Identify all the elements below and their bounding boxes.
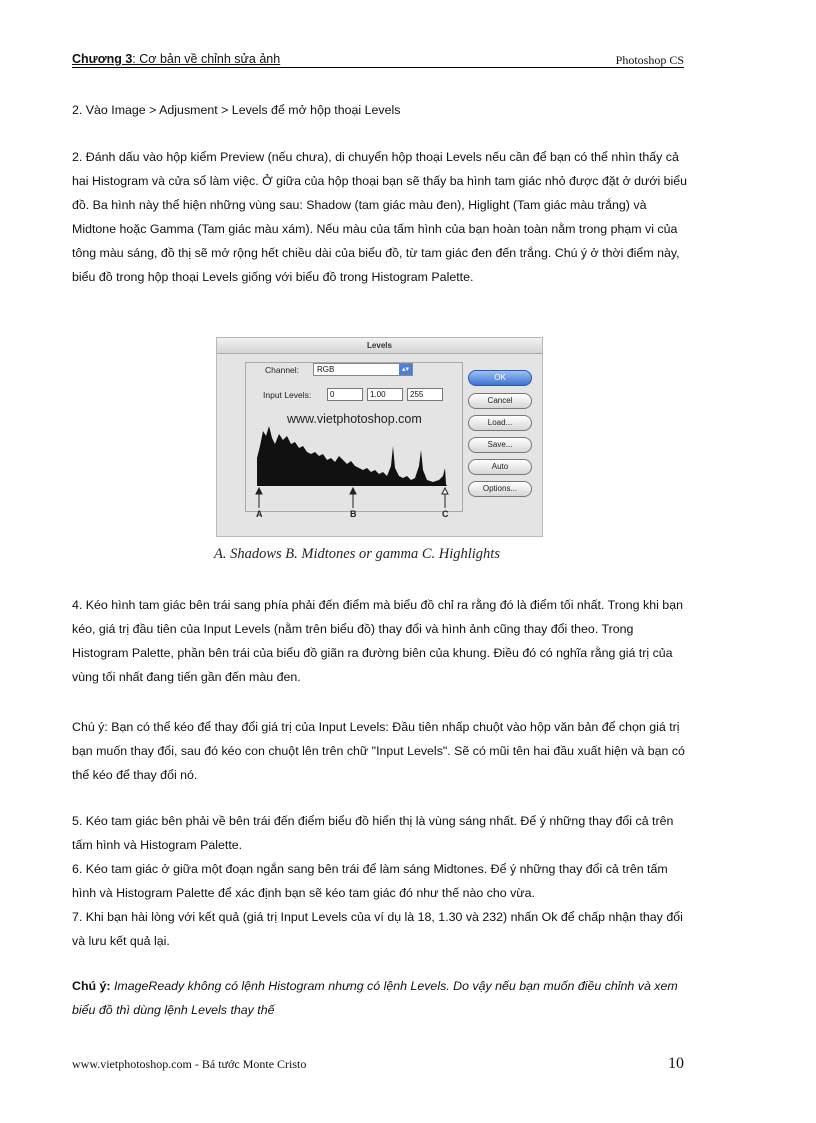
paragraph-step-preview bbox=[72, 145, 688, 289]
dialog-title: Levels bbox=[217, 338, 542, 354]
chapter-name: : Cơ bản về chỉnh sửa ảnh bbox=[132, 52, 281, 66]
paragraph-text: 2. Vào Image > Adjusment > Levels để mở hộp thoại Levels bbox=[72, 103, 401, 117]
up-arrow-icon bbox=[442, 488, 448, 494]
paragraph-steps-5-7 bbox=[72, 809, 688, 953]
watermark-text: www.vietphotoshop.com bbox=[287, 412, 422, 426]
options-button[interactable]: Options... bbox=[468, 481, 532, 497]
chevron-down-icon: ▴▾ bbox=[399, 364, 412, 375]
page-header bbox=[72, 52, 684, 68]
paragraph-step-5: 5. Kéo tam giác bên phải về bên trái đến điểm biểu đồ hiển thị là vùng sáng nhất. Để ý những thay đổi cả trên tấm hình và Histogram Palette. bbox=[72, 814, 674, 852]
marker-label-b: B bbox=[350, 509, 357, 519]
levels-dialog-figure bbox=[216, 337, 543, 537]
paragraph-text: 4. Kéo hình tam giác bên trái sang phía phải đến điểm mà biểu đồ chỉ ra rằng đó là điểm tối nhất. Trong khi bạn kéo, giá trị đầu tiên của Input Levels (nằm trên biểu đồ) thay đổi và hình ảnh cũng thay đổi theo. Trong Histogram Palette, phần bên trái của biểu đồ giãn ra đường biên của khung. Điều đó có nghĩa rằng giá trị của vùng tối nhất đang tiến gần đến màu đen. bbox=[72, 598, 683, 684]
input-level-shadow[interactable]: 0 bbox=[327, 388, 363, 401]
marker-label-a: A bbox=[256, 509, 263, 519]
paragraph-step-6: 6. Kéo tam giác ở giữa một đoạn ngắn sang bên trái để làm sáng Midtones. Để ý những thay đổi cả trên tấm hình và Histogram Palette để xác định bạn sẽ kéo tam giác đó như thế nào cho vừa. bbox=[72, 862, 668, 900]
save-button[interactable]: Save... bbox=[468, 437, 532, 453]
note-label: Chú ý: bbox=[72, 979, 111, 993]
input-level-gamma[interactable]: 1.00 bbox=[367, 388, 403, 401]
chapter-number: Chương 3 bbox=[72, 52, 133, 66]
input-level-highlight[interactable]: 255 bbox=[407, 388, 443, 401]
channel-label: Channel: bbox=[265, 365, 300, 375]
paragraph-step-7: 7. Khi bạn hài lòng với kết quả (giá trị Input Levels của ví dụ là 18, 1.30 và 232) nhấn Ok để chấp nhận thay đổi và lưu kết quả lại. bbox=[72, 910, 683, 948]
auto-button[interactable]: Auto bbox=[468, 459, 532, 475]
figure-caption: A. Shadows B. Midtones or gamma C. Highlights bbox=[214, 546, 500, 562]
note-text: ImageReady không có lệnh Histogram nhưng có lệnh Levels. Do vậy nếu bạn muốn điều chỉnh và xem biểu đồ thì dùng lệnh Levels thay thế bbox=[72, 979, 678, 1017]
up-arrow-icon bbox=[256, 488, 262, 494]
paragraph-text: Chú ý: Bạn có thể kéo để thay đổi giá trị của Input Levels: Đầu tiên nhấp chuột vào hộp văn bản để chọn giá trị bạn muốn thay đổi, sau đó kéo con chuột lên trên chữ "Input Levels". Sẽ có mũi tên hai đầu xuất hiện và bạn có thể kéo để thay đổi nó. bbox=[72, 720, 685, 782]
paragraph-note-imageready bbox=[72, 974, 688, 1022]
cancel-button[interactable]: Cancel bbox=[468, 393, 532, 409]
input-levels-label: Input Levels: bbox=[263, 390, 312, 400]
header-product: Photoshop CS bbox=[615, 53, 684, 67]
ok-button[interactable]: OK bbox=[468, 370, 532, 386]
paragraph-step-open-levels bbox=[72, 98, 688, 122]
page-number: 10 bbox=[668, 1055, 684, 1072]
channel-select[interactable] bbox=[313, 363, 413, 376]
up-arrow-icon bbox=[350, 488, 356, 494]
paragraph-text: 2. Đánh dấu vào hộp kiểm Preview (nếu chưa), di chuyển hộp thoại Levels nếu cần để bạn có thể nhìn thấy cả hai Histogram và cửa sổ làm việc. Ở giữa của hộp thoại bạn sẽ thấy ba hình tam giác nhỏ được đặt ở dưới biểu đồ. Ba hình này thể hiện những vùng sau: Shadow (tam giác màu đen), Higlight (Tam giác màu trắng) và Midtone hoặc Gamma (Tam giác màu xám). Nếu màu của tấm hình của bạn hoàn toàn nằm trong phạm vi của tông màu sáng, đồ thị sẽ mở rộng hết chiều dài của biểu đồ, từ tam giác đen đến trắng. Chú ý ở thời điểm này, biểu đồ trong hộp thoại Levels giống với biểu đồ trong Histogram Palette. bbox=[72, 150, 688, 284]
channel-value: RGB bbox=[317, 365, 335, 374]
marker-label-c: C bbox=[442, 509, 449, 519]
load-button[interactable]: Load... bbox=[468, 415, 532, 431]
paragraph-note-drag bbox=[72, 715, 688, 787]
footer-source: www.vietphotoshop.com - Bá tước Monte Cristo bbox=[72, 1057, 307, 1071]
paragraph-step-drag-left bbox=[72, 593, 688, 689]
chapter-title bbox=[72, 52, 280, 66]
